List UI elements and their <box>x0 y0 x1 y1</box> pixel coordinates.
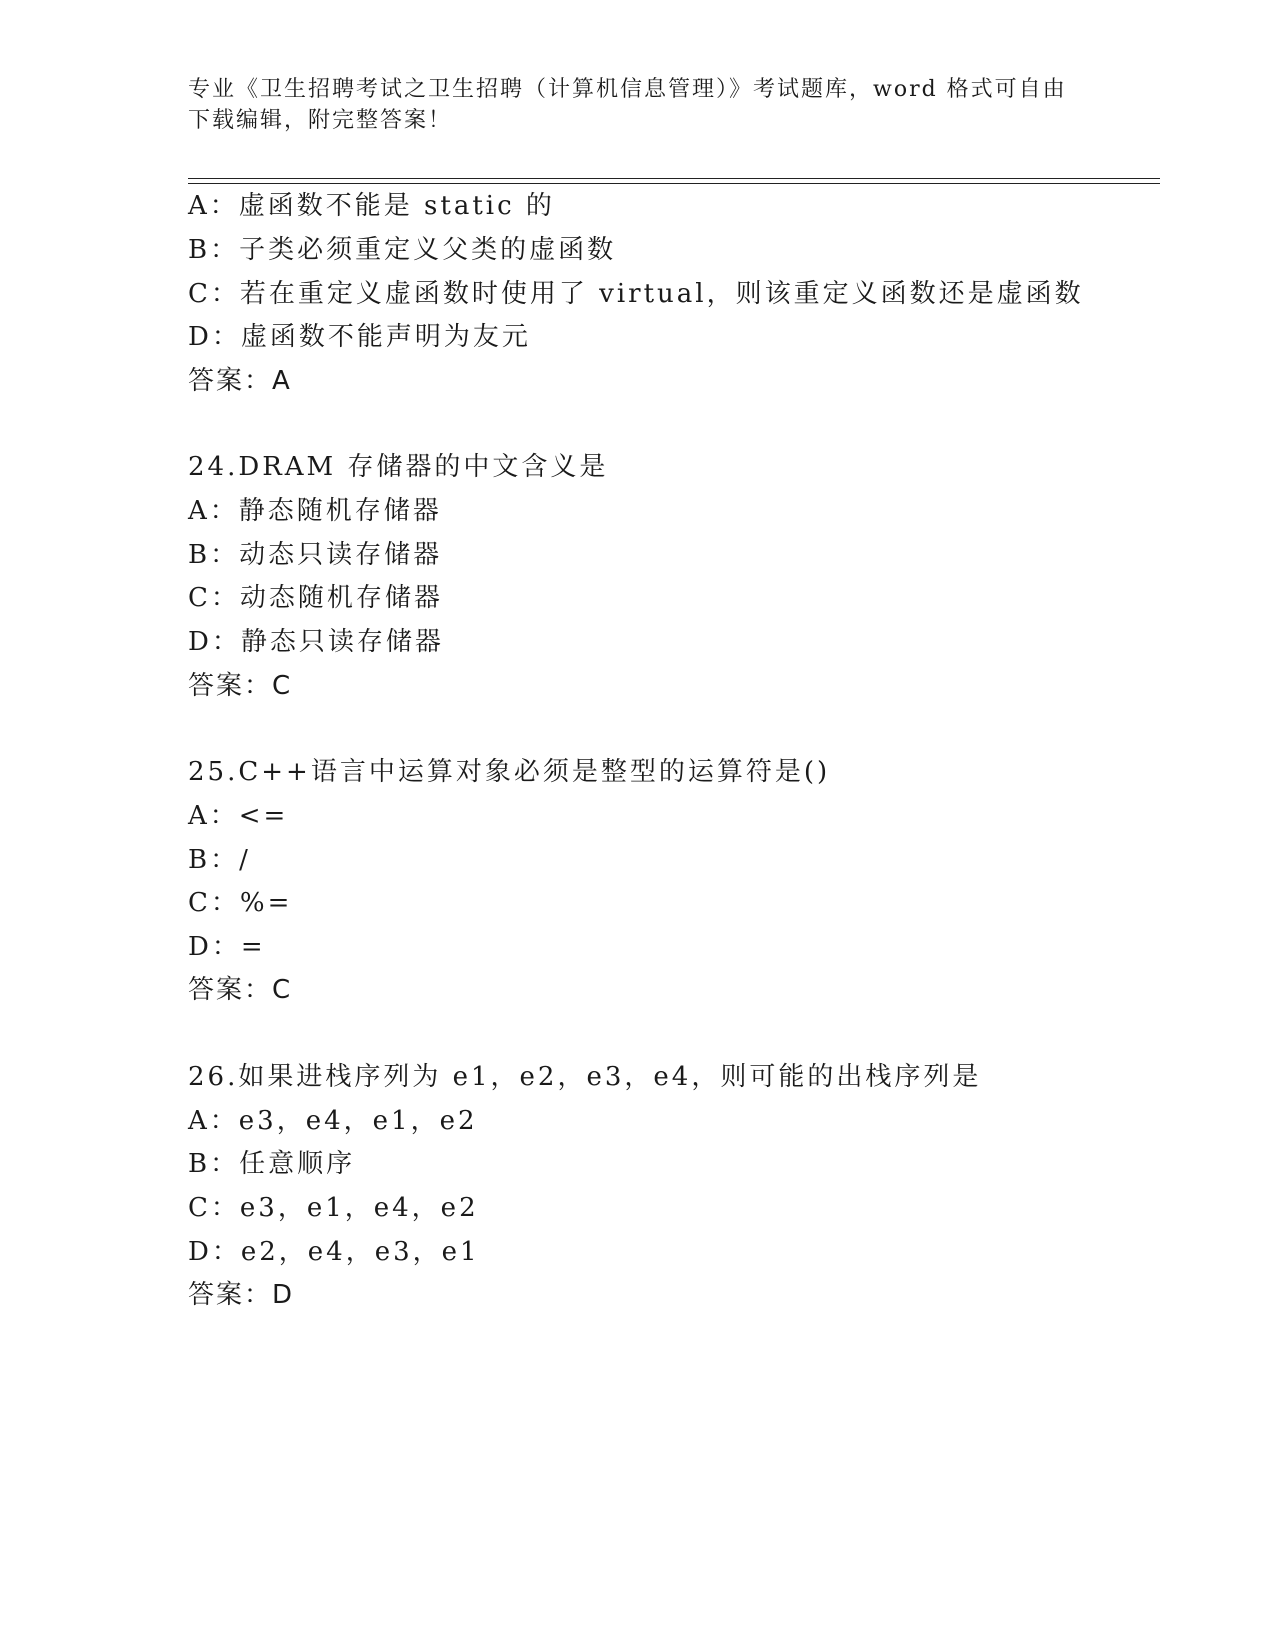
q24-option-a: A：静态随机存储器 <box>188 496 442 526</box>
q23-option-b: B：子类必须重定义父类的虚函数 <box>188 235 617 265</box>
q24-option-b: B：动态只读存储器 <box>188 540 443 570</box>
q23-option-c: C：若在重定义虚函数时使用了 virtual，则该重定义函数还是虚函数 <box>188 279 1084 309</box>
q25-option-d: D：= <box>188 932 266 962</box>
q23-option-d: D：虚函数不能声明为友元 <box>188 322 531 352</box>
q25-stem: 25.C++语言中运算对象必须是整型的运算符是() <box>188 757 831 787</box>
q26-option-b: B：任意顺序 <box>188 1149 356 1179</box>
q25-option-a: A：<= <box>188 801 289 831</box>
q26-stem: 26.如果进栈序列为 e1，e2，e3，e4，则可能的出栈序列是 <box>188 1062 982 1092</box>
q26-option-a: A：e3，e4，e1，e2 <box>188 1106 478 1136</box>
q24-stem: 24.DRAM 存储器的中文含义是 <box>188 452 609 482</box>
document-header: 专业《卫生招聘考试之卫生招聘（计算机信息管理）》考试题库，word 格式可自由下载编辑，附完整答案！ <box>188 77 1067 133</box>
q25-option-b: B：/ <box>188 845 251 875</box>
q26-option-d: D：e2，e4，e3，e1 <box>188 1237 480 1267</box>
header-divider-top <box>188 178 1160 179</box>
q25-answer: 答案：C <box>188 975 293 1005</box>
q24-answer: 答案：C <box>188 671 293 701</box>
q23-option-a: A：虚函数不能是 static 的 <box>188 191 555 221</box>
header-divider-bottom <box>188 183 1160 184</box>
q26-option-c: C：e3，e1，e4，e2 <box>188 1193 479 1223</box>
q24-option-d: D：静态只读存储器 <box>188 627 444 657</box>
q23-answer: 答案：A <box>188 366 292 396</box>
q26-answer: 答案：D <box>188 1280 295 1310</box>
q24-option-c: C：动态随机存储器 <box>188 583 443 613</box>
q25-option-c: C：%= <box>188 888 293 918</box>
